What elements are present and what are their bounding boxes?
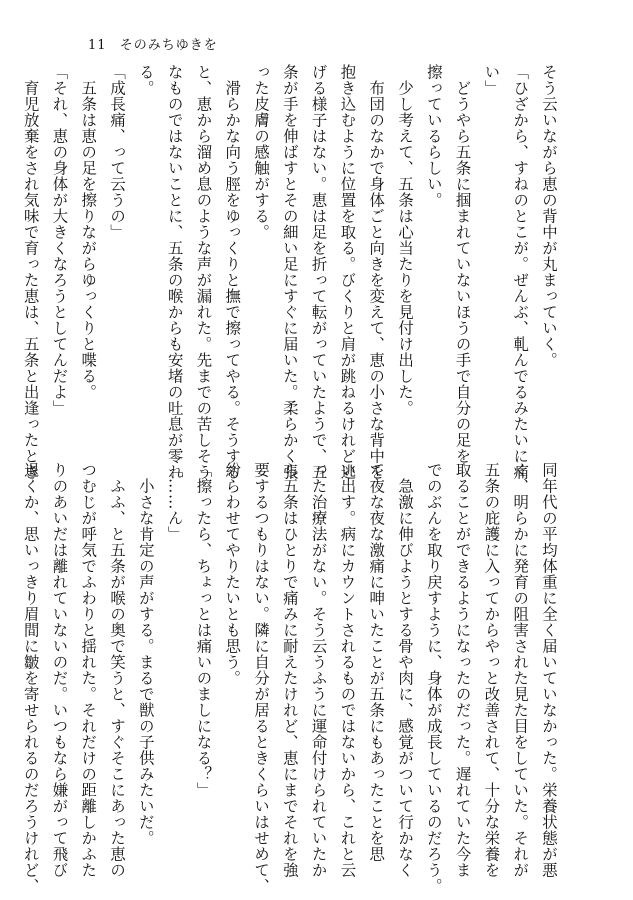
- text-line: て夜な夜な激痛に呻いたことが五条にもあったことを思: [367, 462, 386, 862]
- text-line: りのあいだは離れていないのだ。いつもなら嫌がって飛び: [50, 462, 69, 878]
- text-line: そう云いながら恵の背中が丸まっていく。: [540, 64, 558, 368]
- text-line: どうやら五条に掴まれていないほうの手で自分の足を: [453, 64, 472, 464]
- text-line: 要するつもりはない。隣に自分が居るときくらいはせめて、: [252, 462, 271, 894]
- book-title: そのみちゆきを: [119, 38, 218, 53]
- text-line: ら五条はひとりで痛みに耐えたけれど、恵にまでそれを強: [280, 462, 299, 878]
- text-line: 「それ、恵の身体が大きくなろうとしてんだよ」: [50, 64, 69, 416]
- text-line: つむじが呼気でふわりと揺れた。それだけの距離しかふた: [79, 462, 98, 878]
- text-line: でのぶんを取り戻すように、身体が成長しているのだろう。: [424, 462, 443, 894]
- running-header: [88, 34, 218, 53]
- text-line: った皮膚の感触がする。: [252, 64, 271, 240]
- text-line: 滑らかな向う脛をゆっくりと撫で擦ってやる。そうする: [223, 64, 242, 480]
- text-line: 退くか、思いっきり眉間に皺を寄せられるのだろうけれど、: [21, 462, 40, 894]
- text-line: なものではないことに、五条の喉からも安堵の吐息が零れ: [165, 64, 184, 480]
- text-line: 布団のなかで身体ごと向きを変えて、恵の小さな背中を: [367, 64, 386, 480]
- text-line: 小さな肯定の声がする。まるで獣の子供みたいだ。: [136, 462, 155, 846]
- upper-text-block: [21, 64, 563, 480]
- text-line: い出す。病にカウントされるものではないから、これと云: [338, 462, 357, 878]
- text-line: 取ることができるようになったのだった。遅れていた今ま: [453, 462, 472, 878]
- text-line: 五条は恵の足を擦りながらゆっくりと喋る。: [79, 64, 98, 400]
- text-line: ふふ、と五条が喉の奥で笑うと、すぐそこにあった恵の: [108, 462, 127, 878]
- text-line: った治療法がない。そう云うふうに運命付けられていたか: [309, 462, 328, 878]
- text-line: 同年代の平均体重に全く届いていなかった。栄養状態が悪: [540, 462, 558, 878]
- text-line: 「擦ったら、ちょっとは痛いのましになる？」: [194, 462, 213, 798]
- text-line: 急激に伸びようとする骨や肉に、感覚がついて行かなく: [396, 462, 415, 878]
- text-line: い」: [482, 64, 501, 96]
- text-line: 「……ん」: [165, 462, 184, 542]
- text-line: 少し考えて、五条は心当たりを見付け出した。: [396, 64, 415, 416]
- text-line: く、明らかに発育の阻害された見た目をしていた。それが: [511, 462, 530, 878]
- lower-text-block: [21, 462, 563, 894]
- text-line: る。: [136, 64, 155, 96]
- text-line: 条が手を伸ばすとその細い足にすぐに届いた。柔らかく張: [280, 64, 299, 480]
- page-number: 11: [88, 38, 107, 53]
- text-line: 抱き込むように位置を取る。びくりと肩が跳ねるけれど逃: [338, 64, 357, 480]
- text-line: げる様子はない。恵は足を折って転がっていたようで、五: [309, 64, 328, 480]
- text-line: 五条の庇護に入ってからやっと改善されて、十分な栄養を: [482, 462, 501, 878]
- text-line: 紛らわせてやりたいとも思う。: [223, 462, 242, 686]
- text-line: 「成長痛、って云うの」: [108, 64, 127, 240]
- text-line: と、恵から溜め息のような声が漏れた。先までの苦しそう: [194, 64, 213, 480]
- text-line: 育児放棄をされ気味で育った恵は、五条と出逢ったとき: [21, 64, 40, 480]
- text-line: 擦っているらしい。: [424, 64, 443, 208]
- text-line: 「ひざから、すねのとこが。ぜんぶ、軋んでるみたいに痛: [511, 64, 530, 480]
